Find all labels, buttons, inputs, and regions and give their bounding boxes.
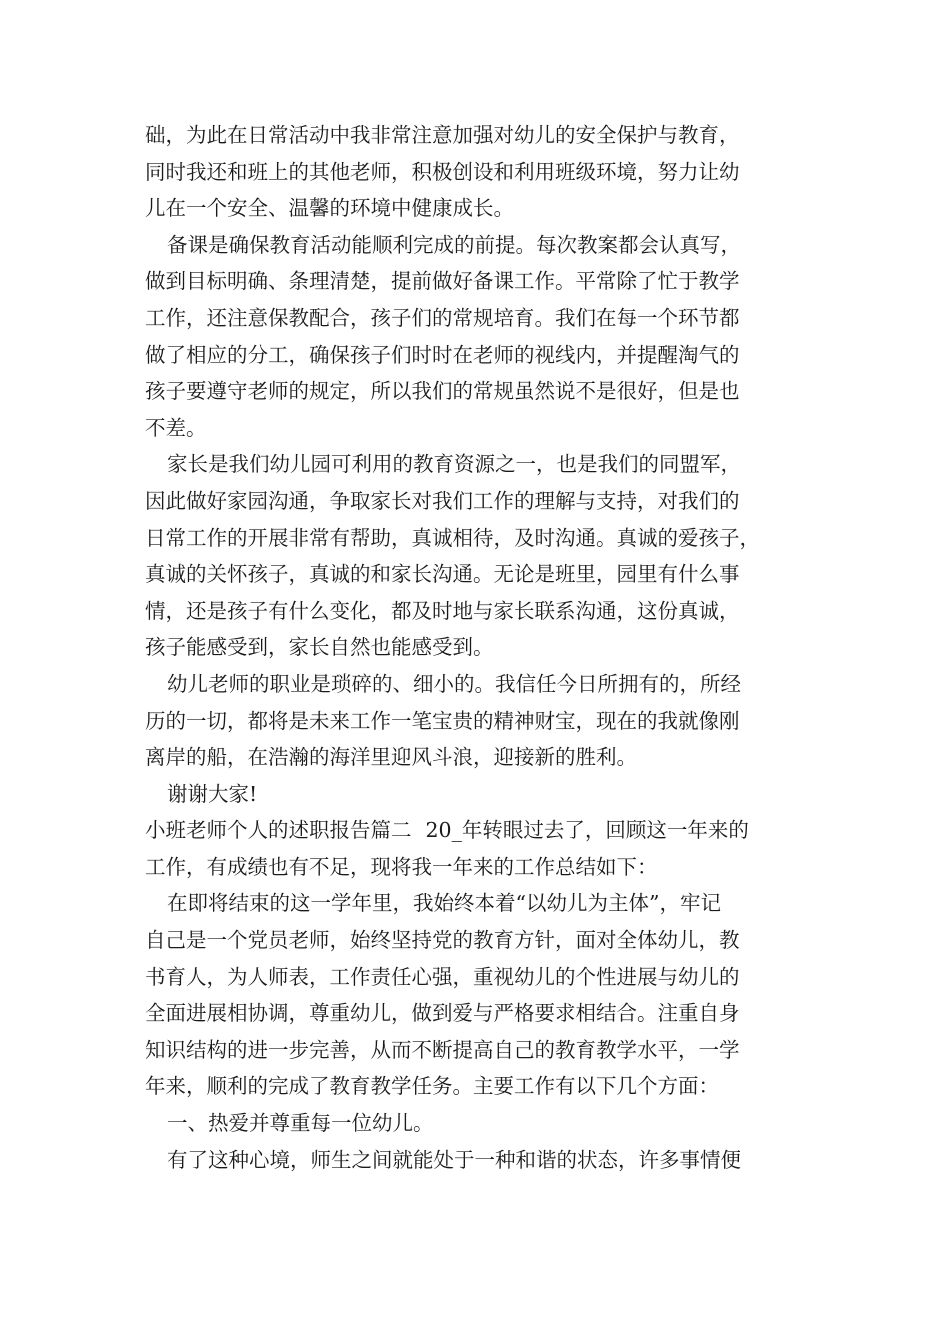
text-line: 在即将结束的这一学年里，我始终本着“以幼儿为主体”，牢记 — [167, 891, 721, 916]
document-body — [145, 117, 815, 1178]
text-line: 家长是我们幼儿园可利用的教育资源之一，也是我们的同盟军， — [167, 452, 741, 477]
subheading: 一、热爱并尊重每一位幼儿。 — [167, 1111, 434, 1136]
text-line: 础，为此在日常活动中我非常注意加强对幼儿的安全保护与教育， — [145, 123, 740, 147]
text-line: 孩子能感受到，家长自然也能感受到。 — [145, 635, 494, 660]
text-line: 做到目标明确、条理清楚，提前做好备课工作。平常除了忙于教学 — [145, 269, 740, 294]
text-line: 离岸的船，在浩瀚的海洋里迎风斗浪，迎接新的胜利。 — [145, 745, 637, 770]
text-line: 20_年转眼过去了，回顾这一年来的 — [425, 818, 749, 843]
text-line: 书育人，为人师表，工作责任心强，重视幼儿的个性进展与幼儿的 — [145, 964, 740, 989]
text-line: 谢谢大家! — [167, 781, 258, 806]
text-line: 自己是一个党员老师，始终坚持党的教育方针，面对全体幼儿，教 — [145, 928, 740, 953]
text-line: 年来，顺利的完成了教育教学任务。主要工作有以下几个方面： — [145, 1074, 719, 1099]
text-line: 有了这种心境，师生之间就能处于一种和谐的状态，许多事情便 — [167, 1147, 741, 1172]
text-line: 工作，还注意保教配合，孩子们的常规培育。我们在每一个环节都 — [145, 305, 740, 330]
text-line: 知识结构的进一步完善，从而不断提高自己的教育教学水平，一学 — [145, 1037, 740, 1062]
text-line: 儿在一个安全、温馨的环境中健康成长。 — [145, 196, 514, 221]
text-line: 真诚的关怀孩子，真诚的和家长沟通。无论是班里，园里有什么事 — [145, 562, 740, 587]
text-line: 不差。 — [145, 415, 207, 440]
text-line: 做了相应的分工，确保孩子们时时在老师的视线内，并提醒淘气的 — [145, 342, 740, 367]
text-line: 情，还是孩子有什么变化，都及时地与家长联系沟通，这份真诚， — [145, 598, 740, 623]
text-line: 孩子要遵守老师的规定，所以我们的常规虽然说不是很好，但是也 — [145, 379, 740, 404]
text-line: 因此做好家园沟通，争取家长对我们工作的理解与支持，对我们的 — [145, 488, 740, 513]
text-line: 全面进展相协调，尊重幼儿，做到爱与严格要求相结合。注重自身 — [145, 1001, 740, 1026]
section-heading: 小班老师个人的述职报告篇二 — [145, 818, 412, 843]
text-line: 幼儿老师的职业是琐碎的、细小的。我信任今日所拥有的，所经 — [167, 671, 741, 696]
text-line: 备课是确保教育活动能顺利完成的前提。每次教案都会认真写， — [167, 232, 741, 257]
section-heading-line — [145, 812, 815, 849]
text-line: 同时我还和班上的其他老师，积极创设和利用班级环境，努力让幼 — [145, 159, 740, 184]
text-line: 工作，有成绩也有不足，现将我一年来的工作总结如下： — [145, 854, 658, 879]
text-line: 历的一切，都将是未来工作一笔宝贵的精神财宝，现在的我就像刚 — [145, 708, 740, 733]
text-line: 日常工作的开展非常有帮助，真诚相待，及时沟通。真诚的爱孩子， — [145, 525, 760, 550]
